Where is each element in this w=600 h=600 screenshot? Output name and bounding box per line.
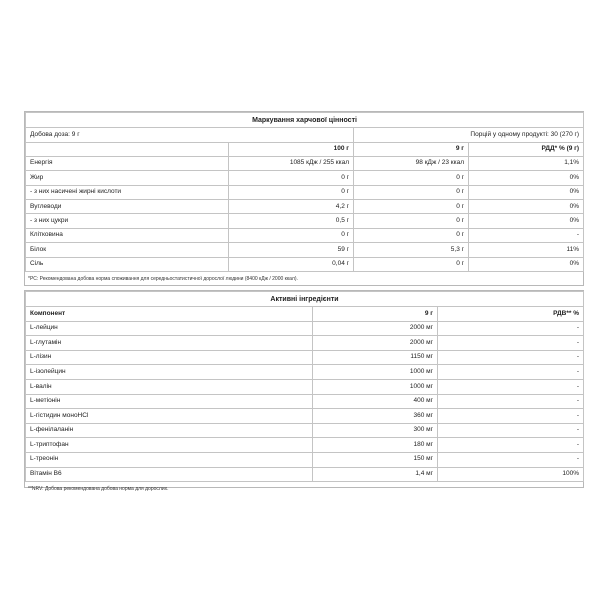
ingredient-row	[26, 321, 584, 336]
active-col-header-rdv: РДВ** %	[438, 307, 584, 322]
ingredient-amount: 2000 мг	[313, 321, 438, 336]
nutrient-per-9g: 0 г	[354, 185, 469, 199]
ingredient-rdv: -	[438, 379, 584, 394]
ingredient-name: L-ізолейцин	[26, 365, 313, 380]
nutrition-col-header-rdd: РДД* % (9 г)	[469, 142, 584, 156]
ingredient-name: L-гістидин моноHCl	[26, 409, 313, 424]
ingredient-rdv: -	[438, 365, 584, 380]
nutrient-per-100g: 0 г	[229, 228, 354, 242]
nutrient-per-9g: 98 кДж / 23 ккал	[354, 156, 469, 170]
nutrient-name: - з них насичені жирні кислоти	[26, 185, 229, 199]
ingredient-name: L-триптофан	[26, 438, 313, 453]
ingredient-rdv: -	[438, 438, 584, 453]
ingredient-rdv: -	[438, 336, 584, 351]
nutrition-row	[26, 228, 584, 242]
active-header-row	[26, 307, 584, 322]
nutrient-per-9g: 0 г	[354, 214, 469, 228]
nutrient-per-100g: 59 г	[229, 243, 354, 257]
nutrition-col-header-name	[26, 142, 229, 156]
ingredient-row	[26, 394, 584, 409]
ingredient-rdv: -	[438, 350, 584, 365]
nutrition-title-row	[26, 113, 584, 128]
ingredient-amount: 2000 мг	[313, 336, 438, 351]
nutrient-per-9g: 0 г	[354, 171, 469, 185]
nutrient-rdd: 0%	[469, 171, 584, 185]
nutrition-row	[26, 257, 584, 271]
nutrition-row	[26, 156, 584, 170]
nutrient-per-100g: 0 г	[229, 185, 354, 199]
ingredient-rdv: 100%	[438, 467, 584, 482]
active-title: Активні інгредієнти	[26, 292, 584, 307]
ingredient-row	[26, 350, 584, 365]
ingredient-row	[26, 423, 584, 438]
nutrition-table	[25, 112, 584, 272]
nutrient-rdd: 11%	[469, 243, 584, 257]
nutrient-rdd: 1,1%	[469, 156, 584, 170]
nutrition-header-row	[26, 142, 584, 156]
ingredient-rdv: -	[438, 423, 584, 438]
nutrient-per-100g: 1085 кДж / 255 ккал	[229, 156, 354, 170]
ingredient-row	[26, 409, 584, 424]
nutrition-row	[26, 200, 584, 214]
nutrient-per-100g: 4,2 г	[229, 200, 354, 214]
nutrient-per-100g: 0,5 г	[229, 214, 354, 228]
ingredient-amount: 300 мг	[313, 423, 438, 438]
nutrition-title: Маркування харчової цінності	[26, 113, 584, 128]
nutrient-name: - з них цукри	[26, 214, 229, 228]
nutrient-per-9g: 0 г	[354, 200, 469, 214]
ingredient-row	[26, 467, 584, 482]
nutrient-per-100g: 0,04 г	[229, 257, 354, 271]
ingredient-name: L-треонін	[26, 452, 313, 467]
nutrition-row	[26, 171, 584, 185]
ingredient-name: L-глутамін	[26, 336, 313, 351]
nutrient-name: Вуглеводи	[26, 200, 229, 214]
nutrient-name: Клітковина	[26, 228, 229, 242]
nutrition-facts-panel	[24, 111, 584, 286]
ingredient-row	[26, 365, 584, 380]
nutrition-col-header-100g: 100 г	[229, 142, 354, 156]
ingredient-amount: 1150 мг	[313, 350, 438, 365]
nutrient-name: Сіль	[26, 257, 229, 271]
nutrient-rdd: 0%	[469, 257, 584, 271]
ingredient-row	[26, 438, 584, 453]
ingredient-amount: 150 мг	[313, 452, 438, 467]
ingredient-name: L-валін	[26, 379, 313, 394]
nutrition-dose-row	[26, 128, 584, 143]
ingredient-name: L-метіонін	[26, 394, 313, 409]
ingredient-amount: 360 мг	[313, 409, 438, 424]
ingredient-rdv: -	[438, 394, 584, 409]
active-col-header-component: Компонент	[26, 307, 313, 322]
active-title-row	[26, 292, 584, 307]
ingredient-rdv: -	[438, 452, 584, 467]
nutrition-row	[26, 214, 584, 228]
ingredient-amount: 180 мг	[313, 438, 438, 453]
nutrient-per-100g: 0 г	[229, 171, 354, 185]
nutrient-rdd: -	[469, 228, 584, 242]
ingredient-name: L-лейцин	[26, 321, 313, 336]
nutrient-name: Енергія	[26, 156, 229, 170]
nutrient-rdd: 0%	[469, 185, 584, 199]
ingredient-rdv: -	[438, 409, 584, 424]
ingredient-rdv: -	[438, 321, 584, 336]
ingredient-amount: 1,4 мг	[313, 467, 438, 482]
nutrient-per-9g: 0 г	[354, 228, 469, 242]
servings-label: Порцій у одному продукті: 30 (270 г)	[354, 128, 584, 143]
ingredient-row	[26, 379, 584, 394]
daily-dose-label: Добова доза: 9 г	[26, 128, 354, 143]
nutrient-name: Білок	[26, 243, 229, 257]
nutrient-rdd: 0%	[469, 214, 584, 228]
nutrient-rdd: 0%	[469, 200, 584, 214]
nutrient-per-9g: 0 г	[354, 257, 469, 271]
ingredient-amount: 1000 мг	[313, 365, 438, 380]
ingredient-row	[26, 336, 584, 351]
ingredient-amount: 1000 мг	[313, 379, 438, 394]
nutrition-footnote: *РС: Рекомендована добова норма споживання для середньостатистичної дорослої людини (8400 кДж / 2000 ккал).	[28, 276, 298, 283]
nutrient-name: Жир	[26, 171, 229, 185]
ingredient-name: L-фенілаланін	[26, 423, 313, 438]
nutrition-col-header-9g: 9 г	[354, 142, 469, 156]
nutrition-row	[26, 185, 584, 199]
ingredient-name: L-лізин	[26, 350, 313, 365]
active-col-header-9g: 9 г	[313, 307, 438, 322]
active-ingredients-panel	[24, 290, 584, 493]
ingredient-name: Вітамін В6	[26, 467, 313, 482]
ingredient-amount: 400 мг	[313, 394, 438, 409]
nutrient-per-9g: 5,3 г	[354, 243, 469, 257]
ingredient-row	[26, 452, 584, 467]
active-footnote: **NRV: Добова рекомендована добова норма для дорослих.	[28, 486, 169, 493]
nutrition-row	[26, 243, 584, 257]
active-ingredients-table	[25, 291, 584, 482]
